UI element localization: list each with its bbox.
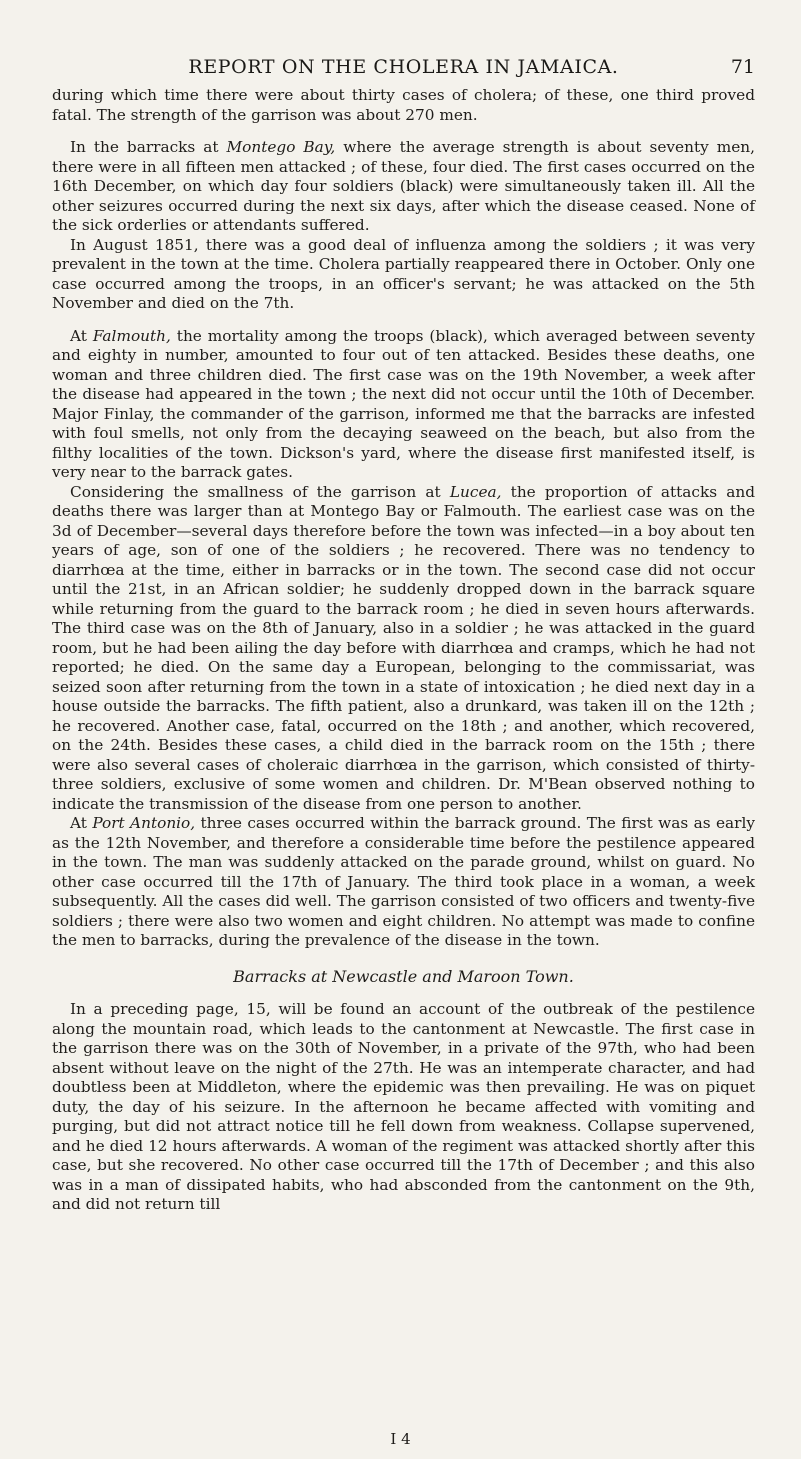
place-name: Falmouth, <box>92 326 171 345</box>
text-run: during which time there were about thirty cases of cholera; of these, one third proved fatal. The strength of the garrison was about 270 men. <box>52 86 755 124</box>
paragraph <box>52 1000 755 1215</box>
text-run: In the barracks at <box>70 138 227 156</box>
text-run: At <box>70 814 93 832</box>
page-number: 71 <box>730 56 755 78</box>
section-heading: Barracks at Newcastle and Maroon Town. <box>233 966 574 986</box>
paragraph <box>52 483 755 815</box>
paragraph <box>52 814 755 951</box>
paragraph <box>52 86 755 125</box>
text-run: three cases occurred within the barrack ground. The first was as early as the 12th November, and therefore a considerable time before the pestilence appeared in the town. The man was suddenly attacked on the parade ground, whilst on guard. No other case occurred till the 17th of January. The third took place in a woman, a week subsequently. All the cases did well. The garrison consisted of two officers and twenty-five soldiers ; there were also two women and eight children. No attempt was made to confine the men to barracks, during the prevalence of the disease in the town. <box>52 814 755 949</box>
text-run: the proportion of attacks and deaths there was larger than at Montego Bay or Falmouth. The earliest case was on the 3d of December—several days therefore before the town was infected—in a boy about ten years of age, son of one of the soldiers ; he recovered. There was no tendency to diarrhœa at the time, either in barracks or in the town. The second case did not occur until the 21st, in an African soldier; he suddenly dropped down in the barrack square while returning from the guard to the barrack room ; he died in seven hours afterwards. The third case was on the 8th of January, also in a soldier ; he was attacked in the guard room, but he had been ailing the day before with diarrhœa and cramps, which he had not reported; he died. On the same day a European, belonging to the commissariat, was seized soon after returning from the town in a state of intoxication ; he died next day in a house outside the barracks. The fifth patient, also a drunkard, was taken ill on the 12th ; he recovered. Another case, fatal, occurred on the 18th ; and another, which recovered, on the 24th. Besides these cases, a child died in the barrack room on the 15th ; there were also several cases of choleraic diarrhœa in the garrison, which consisted of thirty-three soldiers, exclusive of some women and children. Dr. M'Bean observed nothing to indicate the transmission of the disease from one person to another. <box>52 482 756 813</box>
text-run: At <box>70 326 93 345</box>
place-name: Lucea, <box>449 482 502 501</box>
place-name: Port Antonio, <box>92 814 196 832</box>
text-run: In a preceding page, 15, will be found an account of the outbreak of the pestilence along the mountain road, which leads to the cantonment at Newcastle. The first case in the garrison there was on the 30th of November, in a private of the 97th, who had been absent without leave on the night of the 27th. He was an intemperate character, and had doubtless been at Middleton, where the epidemic was then prevailing. He was on piquet duty, the day of his seizure. In the afternoon he became affected with vomiting and purging, but did not attract notice till he fell down from weakness. Collapse supervened, and he died 12 hours afterwards. A woman of the regiment was attacked shortly after this case, but she recovered. No other case occurred till the 17th of December ; and this also was in a man of dissipated habits, who had absconded from the cantonment on the 9th, and did not return till <box>52 1000 755 1213</box>
paragraph <box>52 138 755 236</box>
text-run: where the average strength is about seventy men, there were in all fifteen men attacked ; of these, four died. The first cases occurred on the 16th December, on which day four soldiers (black) were simultaneously taken ill. All the other seizures occurred during the next six days, after which the disease ceased. None of the sick orderlies or attendants suffered. <box>52 138 755 234</box>
text-run: Considering the smallness of the garrison at <box>70 482 450 501</box>
paragraph <box>52 236 755 314</box>
signature-mark: I 4 <box>390 1430 411 1448</box>
place-name: Montego Bay, <box>226 138 336 156</box>
running-header <box>52 50 755 86</box>
text-run: In August 1851, there was a good deal of influenza among the soldiers ; it was very prevalent in the town at the time. Cholera partially reappeared there in October. Only one case occurred among the troops, in an officer's servant; he was attacked on the 5th November and died on the 7th. <box>52 235 755 312</box>
running-title: REPORT ON THE CHOLERA IN JAMAICA. <box>188 56 619 78</box>
text-run: the mortality among the troops (black), which averaged between seventy and eighty in number, amounted to four out of ten attacked. Besides these deaths, one woman and three children died. The first case was on the 19th November, a week after the disease had appeared in the town ; the next did not occur until the 10th of December. Major Finlay, the commander of the garrison, informed me that the barracks are infested with foul smells, not only from the decaying seaweed on the beach, but also from the filthy localities of the town. Dickson's yard, where the disease first manifested itself, is very near to the barrack gates. <box>52 326 755 481</box>
body-text <box>52 86 755 1215</box>
paragraph <box>52 327 755 483</box>
